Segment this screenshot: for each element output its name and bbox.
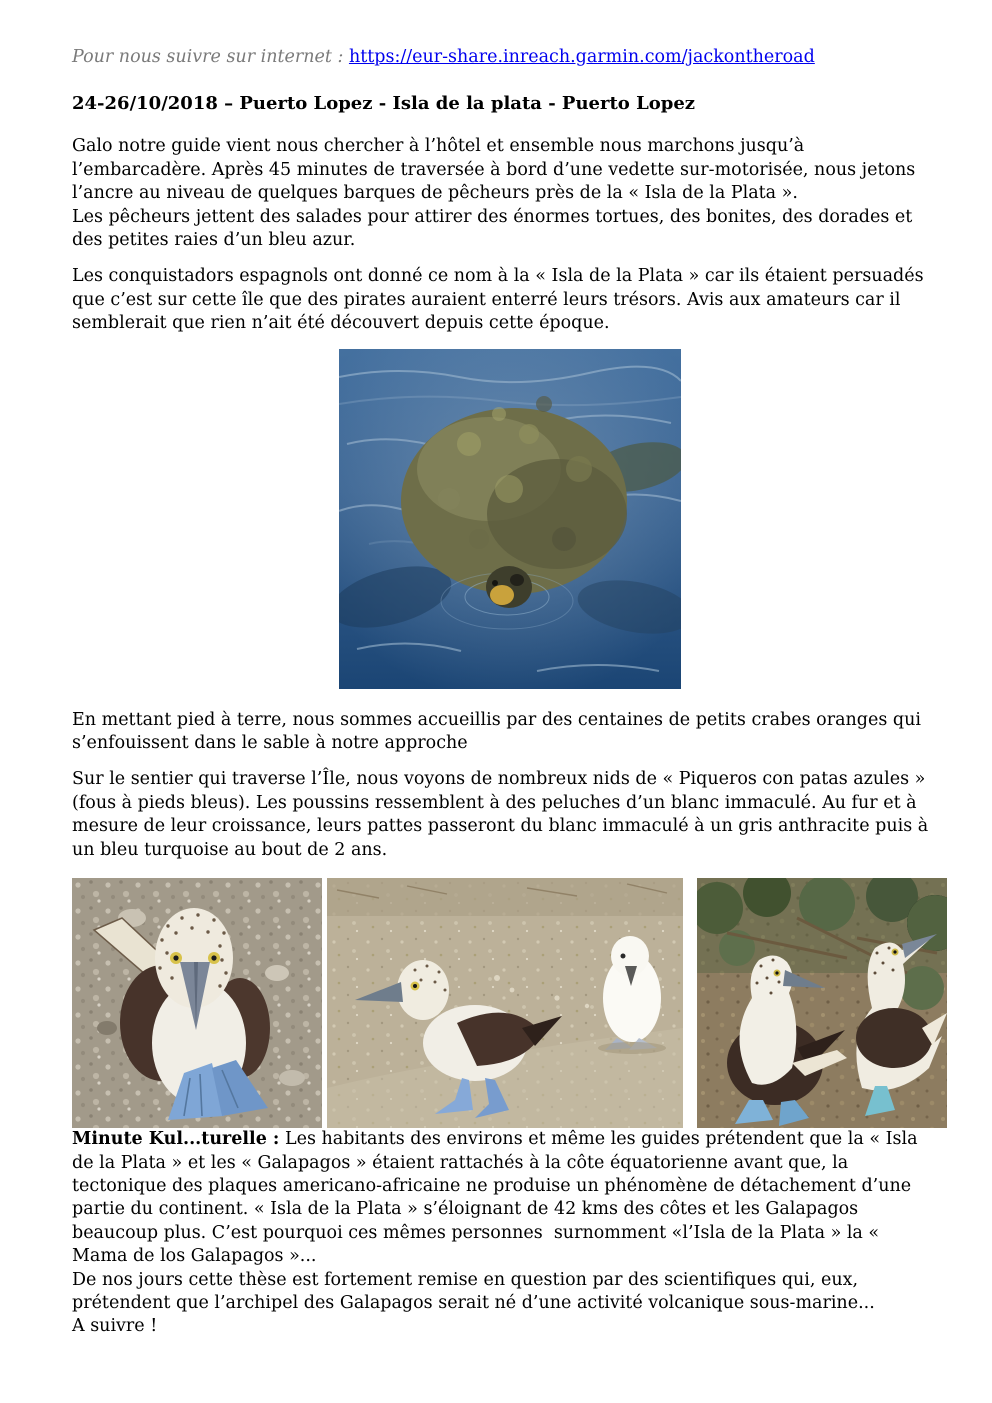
paragraph-piqueros: Sur le sentier qui traverse l’Île, nous voyons de nombreux nids de « Piqueros con patas azules » (fous à pieds bleus). Les poussins ressemblent à des peluches d’un blanc immaculé. Au fur et à mesure de leur croissance, leurs pattes passeront du blanc immaculé à un gris anthracite puis à un bleu turquoise au bout de 2 ans. xyxy=(72,769,929,860)
minute-line2: De nos jours cette thèse est fortement remise en question par des scientifiques qui, eux, prétendent que l’archipel des Galapagos serait né d’une activité volcanique sous-marine... xyxy=(72,1269,875,1313)
sea-turtle-photo xyxy=(339,349,681,689)
paragraph-conquistadors: Les conquistadors espagnols ont donné ce nom à la « Isla de la Plata » car ils étaient persuadés que c’est sur cette île que des pirates auraient enterré leurs trésors. Avis aux amateurs car il semblerait que rien n’ait été découvert depuis cette époque. xyxy=(72,266,924,334)
minute-body-text: Les habitants des environs et même les guides prétendent que la « Isla de la Plata » et les « Galapagos » étaient rattachés à la côte équatorienne avant que, la tectonique des plaques americano-africaine ne produise un phénomène de détachement d’une partie du continent. « Isla de la Plata » s’éloignant de 42 kms des côtes et les Galapagos beaucoup plus. C’est pourquoi ces mêmes personnes surnomment «l’Isla de la Plata » la « Mama de los Galapagos »... xyxy=(72,1129,924,1267)
paragraph-minute-kulturelle xyxy=(72,1128,935,1339)
minute-first-block xyxy=(72,1128,935,1268)
minute-lead-bold: Minute Kul...turelle : xyxy=(72,1129,280,1150)
paragraph-arrival-line1: Galo notre guide vient nous chercher à l’hôtel et ensemble nous marchons jusqu’à l’embarcadère. Après 45 minutes de traversée à bord d’une vedette sur-motorisée, nous jetons l’ancre au niveau de quelques barques de pêcheurs près de la « Isla de la Plata ». xyxy=(72,136,916,204)
sea-turtle-illustration xyxy=(339,349,681,689)
booby-pair-photo xyxy=(697,878,947,1128)
booby-and-chick-photo xyxy=(327,878,683,1128)
turtle-head xyxy=(486,566,532,608)
page-title: 24-26/10/2018 – Puerto Lopez - Isla de la plata - Puerto Lopez xyxy=(72,93,695,115)
paragraph-arrival-line2: Les pêcheurs jettent des salades pour attirer des énormes tortues, des bonites, des dorades et des petites raies d’un bleu azur. xyxy=(72,206,913,251)
booby-photo-strip xyxy=(72,878,947,1128)
booby-closeup-illustration xyxy=(72,878,322,1128)
garmin-share-link[interactable]: https://eur-share.inreach.garmin.com/jackontheroad xyxy=(348,47,815,67)
paragraph-arrival xyxy=(72,135,935,252)
follow-line xyxy=(72,46,947,69)
follow-prefix-text: Pour nous suivre sur internet : xyxy=(72,47,349,67)
booby-closeup-photo xyxy=(72,878,322,1128)
paragraph-crabes: En mettant pied à terre, nous sommes accueillis par des centaines de petits crabes oranges qui s’enfouissent dans le sable à notre approche xyxy=(72,709,921,754)
minute-line3: A suivre ! xyxy=(72,1316,158,1337)
booby-and-chick-illustration xyxy=(327,878,683,1128)
booby-pair-illustration xyxy=(697,878,947,1128)
